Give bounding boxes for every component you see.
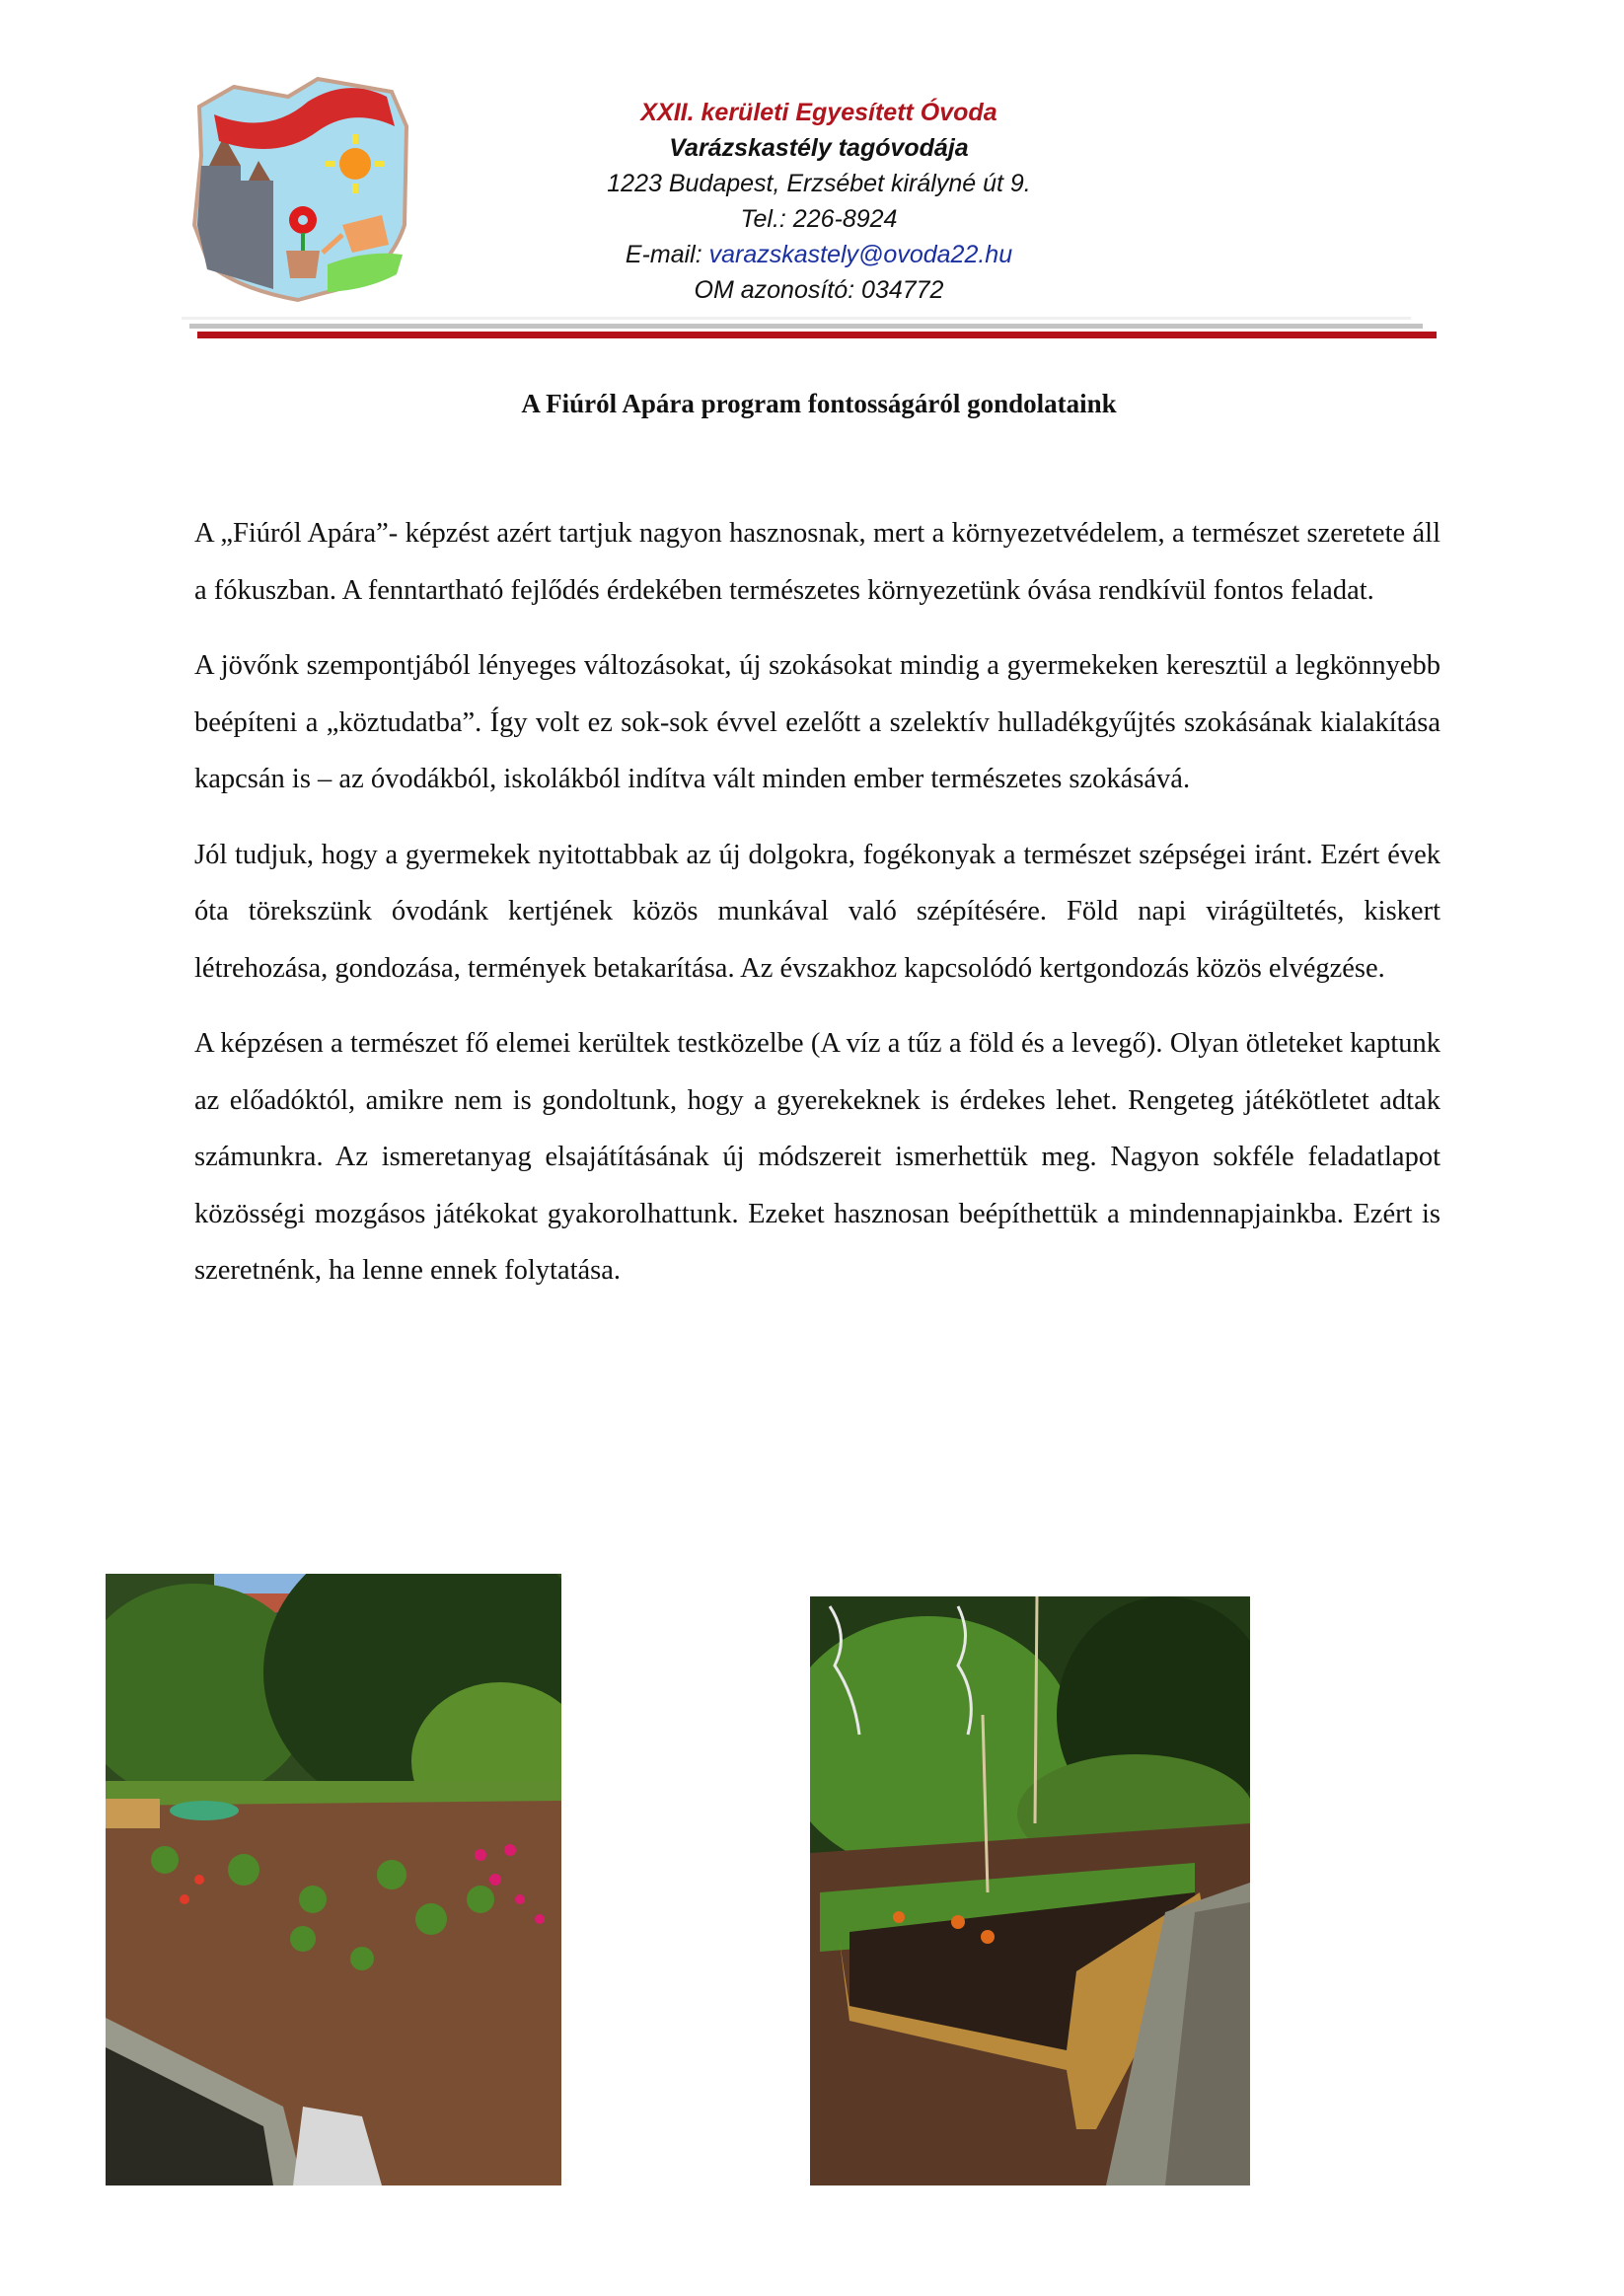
raised-bed-image <box>810 1596 1250 2185</box>
address: 1223 Budapest, Erzsébet királyné út 9. <box>607 170 1031 197</box>
email-link[interactable]: varazskastely@ovoda22.hu <box>708 241 1013 268</box>
paragraph: A „Fiúról Apára”- képzést azért tartjuk nagyon hasznosnak, mert a környezetvédelem, a természet szeretete áll a fókuszban. A fenntartható fejlődés érdekében természetes környezetünk óvása rendkívül fontos feladat. <box>194 518 1440 606</box>
email-label: E-mail: <box>625 241 709 268</box>
garden-photo-image <box>106 1574 561 2185</box>
header-rule-gray <box>189 324 1423 329</box>
crest-icon <box>180 67 418 306</box>
subunit-name: Varázskastély tagóvodája <box>669 134 969 162</box>
paragraph: A képzésen a természet fő elemei kerültek testközelbe (A víz a tűz a föld és a levegő). Olyan ötleteket kaptunk az előadóktól, amikre nem is gondoltunk, hogy a gyerekeknek is érdekes lehet. Rengeteg játékötletet adtak számunkra. Az ismeretanyag elsajátításának új módszereit ismerhettük meg. Nagyon sokféle feladatlapot közösségi mozgásos játékokat gyakorolhattunk. Ezeket hasznosan beépíthettük a mindennapjainkba. Ezért is szeretnénk, ha lenne ennek folytatása. <box>194 1028 1440 1286</box>
header-rule-red <box>197 332 1437 338</box>
phone: Tel.: 226-8924 <box>740 205 898 233</box>
kindergarten-logo <box>180 67 418 306</box>
document-body <box>194 505 1440 1318</box>
om-id: OM azonosító: 034772 <box>694 276 944 304</box>
garden-flowerbed-photo <box>106 1574 561 2185</box>
letterhead <box>553 95 1085 308</box>
email-line <box>553 237 1085 272</box>
document-title: A Fiúról Apára program fontosságáról gondolataink <box>521 389 1117 418</box>
paragraph: A jövőnk szempontjából lényeges változásokat, új szokásokat mindig a gyermekeken keresztül a legkönnyebb beépíteni a „köztudatba”. Így volt ez sok-sok évvel ezelőtt a szelektív hulladékgyűjtés szokásának kialakítása kapcsán is – az óvodákból, iskolákból indítva vált minden ember természetes szokásává. <box>194 650 1440 794</box>
header-rule-light <box>182 317 1411 320</box>
paragraph: Jól tudjuk, hogy a gyermekek nyitottabbak az új dolgokra, fogékonyak a természet szépségei iránt. Ezért évek óta törekszünk óvodánk kertjének közös munkával való szépítésére. Föld napi virágültetés, kiskert létrehozása, gondozása, termények betakarítása. Az évszakhoz kapcsolódó kertgondozás közös elvégzése. <box>194 839 1440 984</box>
raised-garden-bed-photo <box>810 1596 1250 2185</box>
organization-name: XXII. kerületi Egyesített Óvoda <box>640 99 997 126</box>
